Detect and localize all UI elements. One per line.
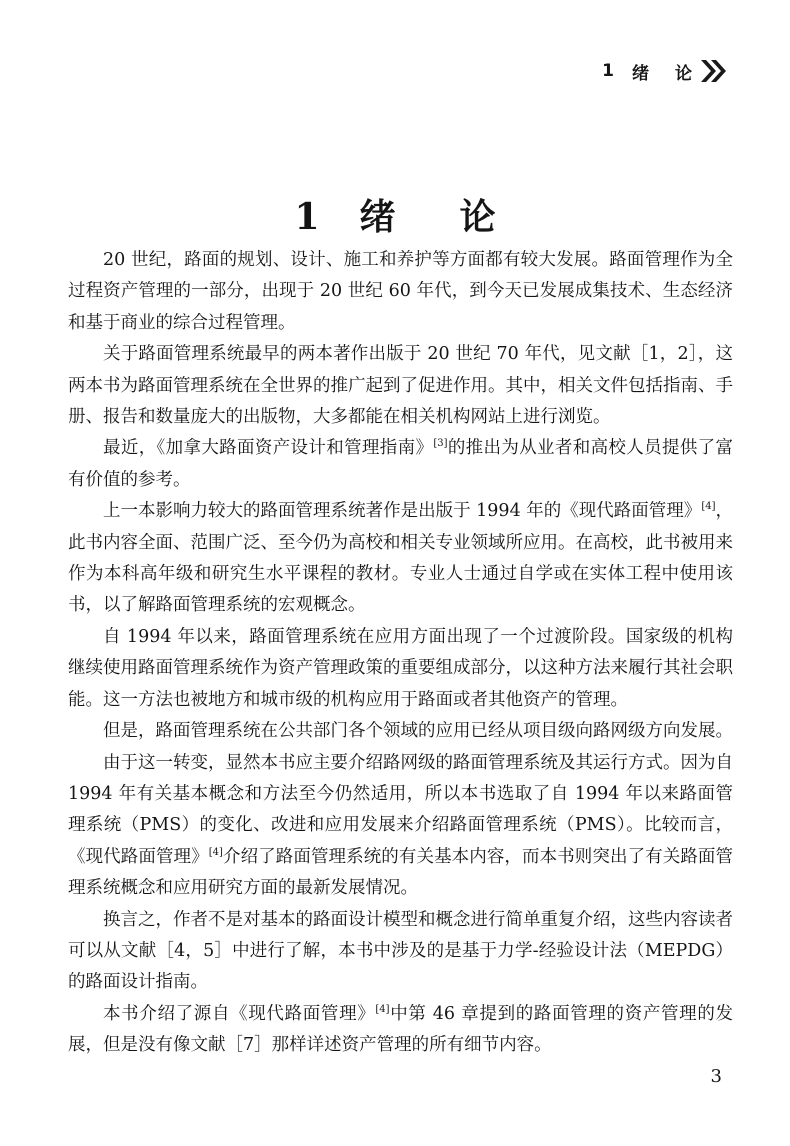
citation-ref: [4] <box>701 501 716 513</box>
paragraph-6: 但是，路面管理系统在公共部门各个领域的应用已经从项目级向路网级方向发展。 <box>103 721 733 742</box>
paragraph-3 <box>68 433 733 496</box>
paragraph-3-text-a: 最近，《加拿大路面资产设计和管理指南》 <box>103 438 434 459</box>
paragraph-9 <box>68 999 733 1062</box>
running-header <box>602 58 728 84</box>
paragraph-4 <box>68 496 733 622</box>
paragraph-5: 自 1994 年以来，路面管理系统在应用方面出现了一个过渡阶段。国家级的机构继续使用路面管理系统作为资产管理政策的重要组成部分，以这种方法来履行其社会职能。这一方法也被地方和城市级的机构应用于路面或者其他资产的管理。 <box>68 626 733 710</box>
header-chapter-char-1: 绪 <box>632 63 649 84</box>
double-chevron-icon <box>698 58 728 84</box>
chapter-title-number: 1 <box>294 196 320 239</box>
paragraph-3-text-b: 的推出为从业者和高校人员提供了富有价值的参考。 <box>68 438 734 490</box>
paragraph-8: 换言之，作者不是对基本的路面设计模型和概念进行简单重复介绍，这些内容读者可以从文献［4，5］中进行了解，本书中涉及的是基于力学-经验设计法（MEPDG）的路面设计指南。 <box>68 909 733 993</box>
paragraph-9-text-a: 本书介绍了源自《现代路面管理》 <box>103 1003 376 1024</box>
paragraph-4-text-a: 上一本影响力较大的路面管理系统著作是出版于 1994 年的《现代路面管理》 <box>103 501 702 522</box>
citation-ref: [4] <box>208 846 223 858</box>
chapter-title-char-1: 绪 <box>359 196 396 239</box>
paragraph-7-text-b: 介绍了路面管理系统的有关基本内容，而本书则突出了有关路面管理系统概念和应用研究方面的最新发展情况。 <box>68 846 734 899</box>
header-chapter-char-2: 论 <box>675 63 692 84</box>
paragraph-7-text-a: 由于这一转变，显然本书应主要介绍路网级的路面管理系统及其运行方式。因为自 1994 年有关基本概念和方法至今仍然适用，所以本书选取了自 1994 年以来路面管理系统（PMS）的变化、改进和应用发展来介绍路面管理系统（PMS）。比较而言，《现代路面管理》 <box>68 752 733 867</box>
paragraph-4-text-b: ，此书内容全面、范围广泛、至今仍为高校和相关专业领域所应用。在高校，此书被用来作为本科高年级和研究生水平课程的教材。专业人士通过自学或在实体工程中使用该书，以了解路面管理系统的宏观概念。 <box>68 501 733 616</box>
body-text <box>68 245 733 1062</box>
citation-ref: [4] <box>375 1003 390 1015</box>
paragraph-7 <box>68 748 733 905</box>
chapter-title-char-2: 论 <box>459 196 496 239</box>
citation-ref: [3] <box>433 438 448 450</box>
header-chapter-number: 1 <box>602 61 614 81</box>
chapter-title <box>0 189 790 240</box>
paragraph-1: 20 世纪，路面的规划、设计、施工和养护等方面都有较大发展。路面管理作为全过程资产管理的一部分，出现于 20 世纪 60 年代，到今天已发展成集技术、生态经济和基于商业的综合过程管理。 <box>68 250 733 333</box>
page-number: 3 <box>710 1066 722 1087</box>
paragraph-9-text-b: 中第 46 章提到的路面管理的资产管理的发展，但是没有像文献［7］那样详述资产管理的所有细节内容。 <box>68 1003 734 1056</box>
paragraph-2: 关于路面管理系统最早的两本著作出版于 20 世纪 70 年代，见文献［1，2］，这两本书为路面管理系统在全世界的推广起到了促进作用。其中，相关文件包括指南、手册、报告和数量庞大的出版物，大多都能在相关机构网站上进行浏览。 <box>68 344 733 428</box>
